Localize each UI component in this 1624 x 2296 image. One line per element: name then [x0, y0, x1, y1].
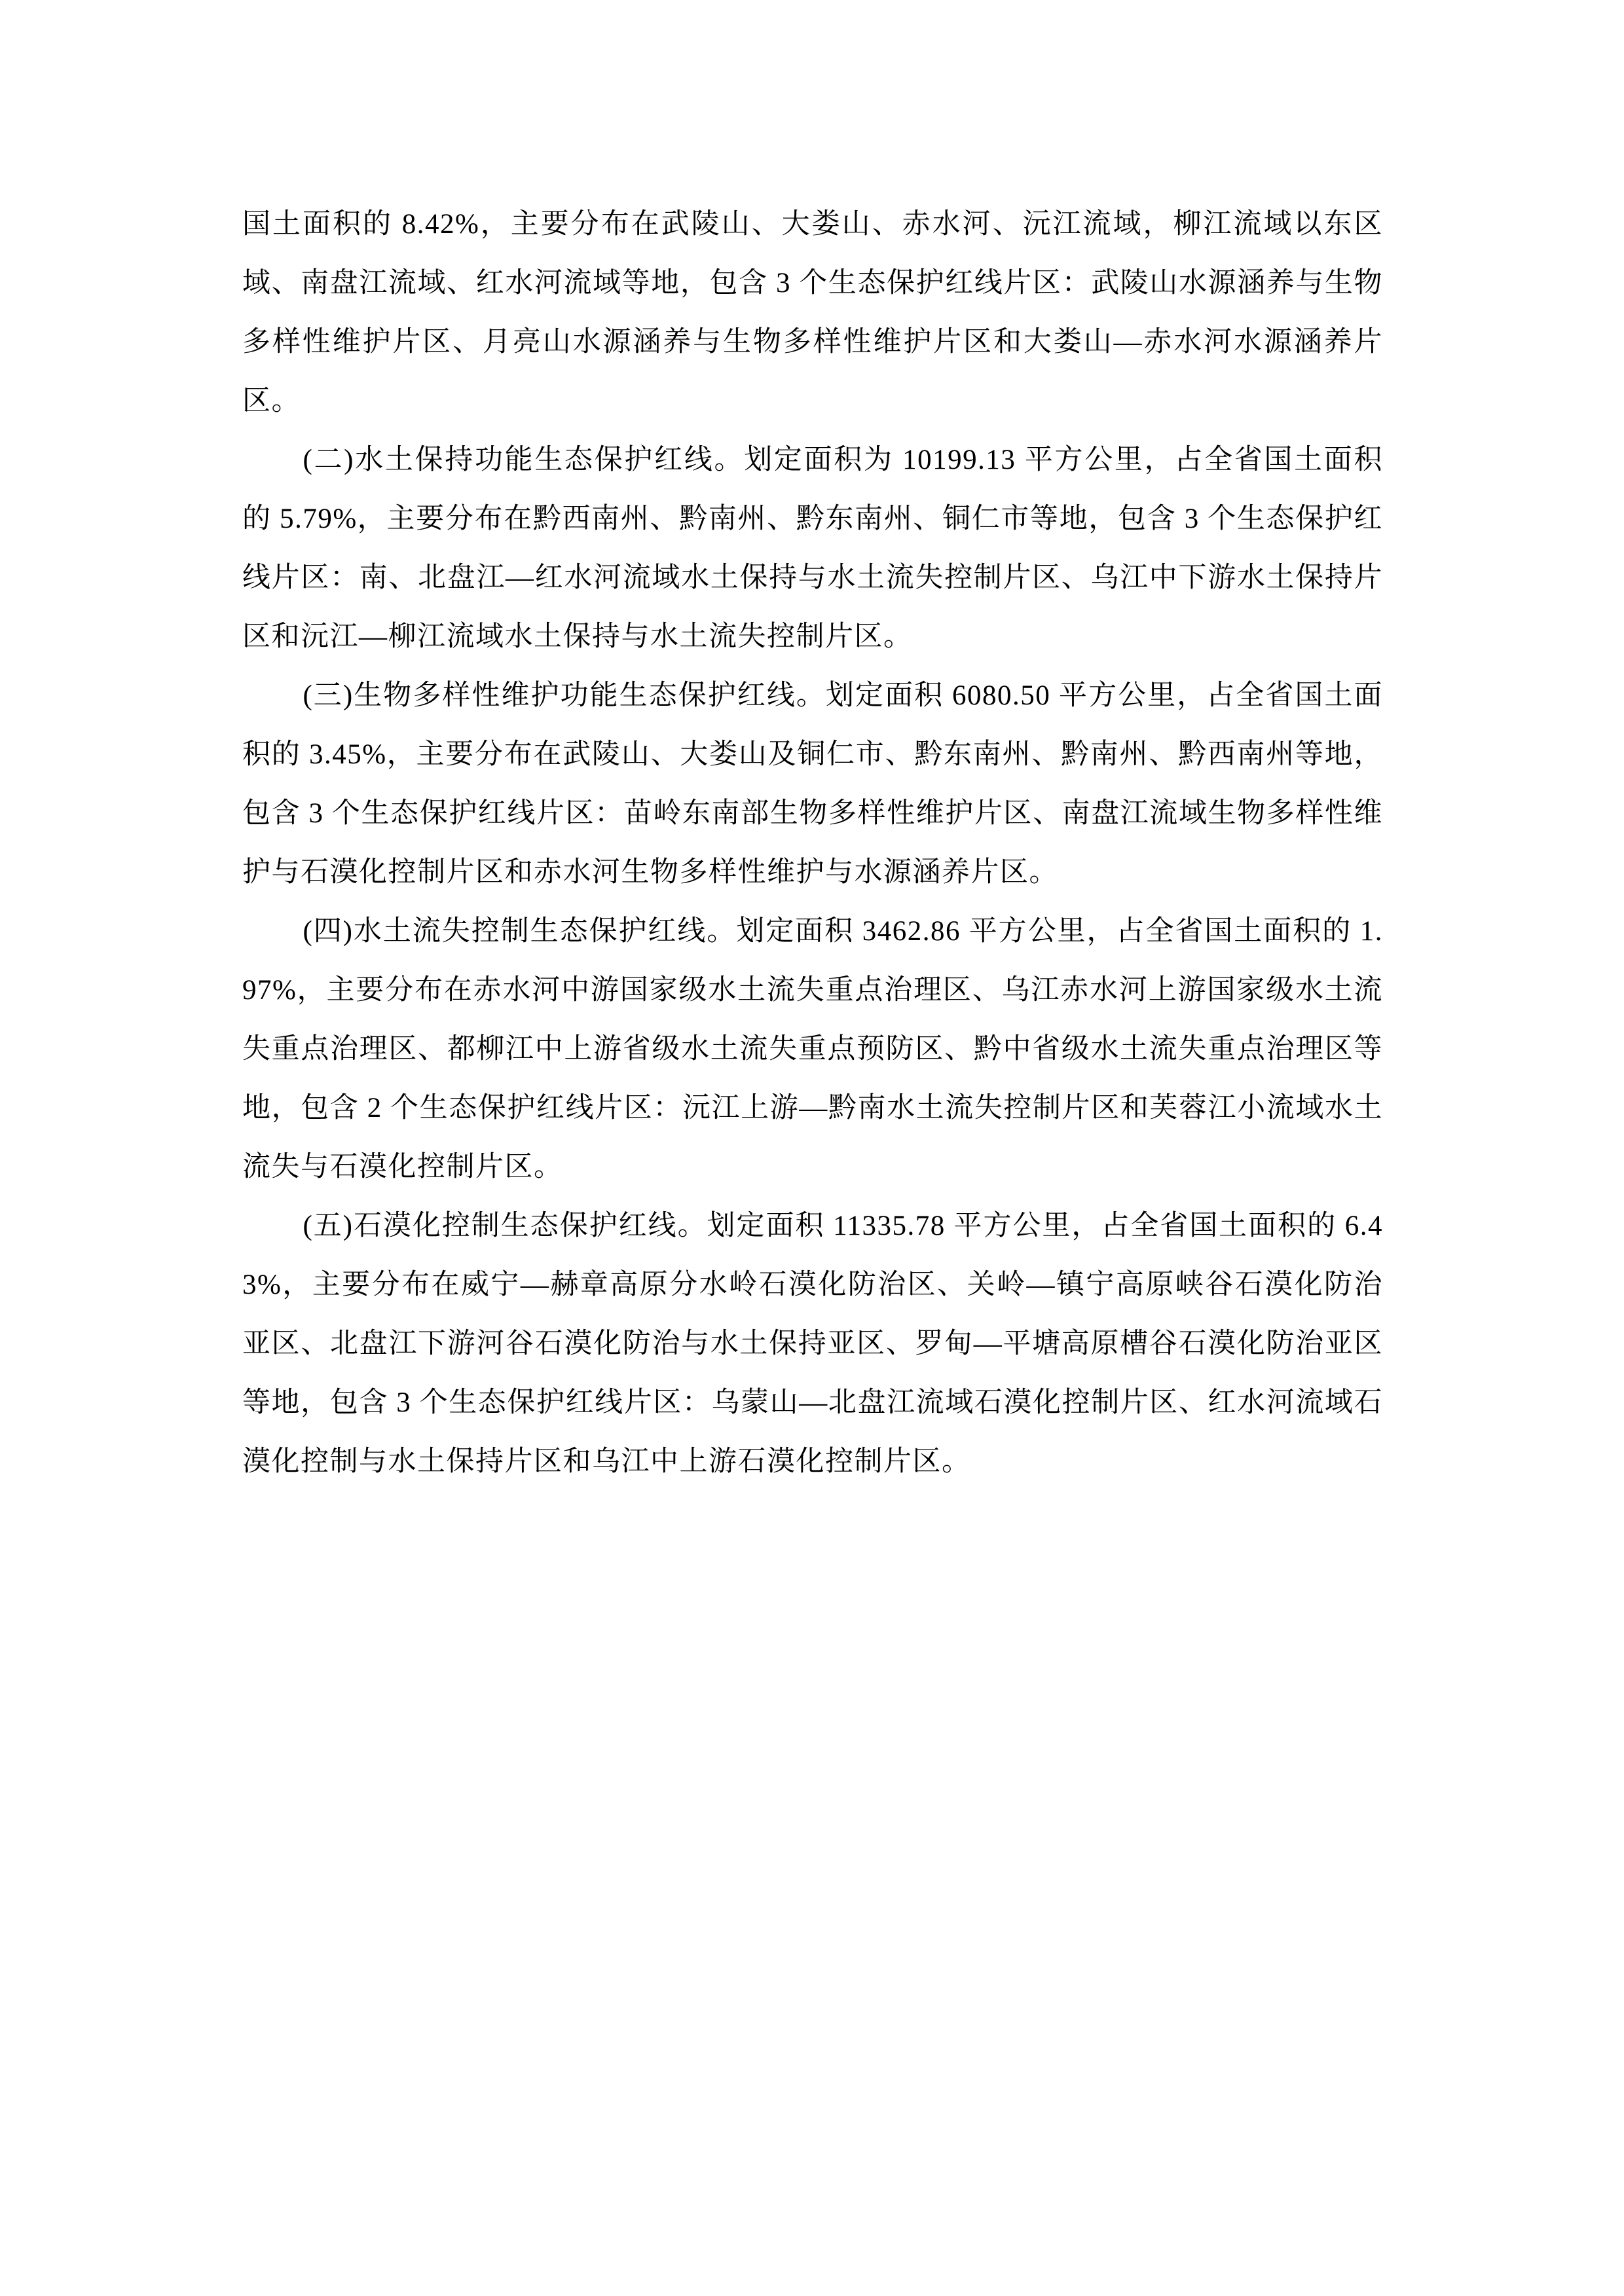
paragraph-soil-water-conservation-redline: (二)水土保持功能生态保护红线。划定面积为 10199.13 平方公里，占全省国土面积的 5.79%，主要分布在黔西南州、黔南州、黔东南州、铜仁市等地，包含 3 个生态保护红线片区：南、北盘江—红水河流域水土保持与水土流失控制片区、乌江中下游水土保持片区和沅江—柳江流域水土保持与水土流失控制片区。	[242, 445, 1383, 652]
text-block	[242, 195, 1383, 1491]
paragraph-biodiversity-redline: (三)生物多样性维护功能生态保护红线。划定面积 6080.50 平方公里，占全省国土面积的 3.45%，主要分布在武陵山、大娄山及铜仁市、黔东南州、黔南州、黔西南州等地，包含 3 个生态保护红线片区：苗岭东南部生物多样性维护片区、南盘江流域生物多样性维护与石漠化控制片区和赤水河生物多样性维护与水源涵养片区。	[242, 680, 1383, 888]
paragraph-water-conservation-continuation: 国土面积的 8.42%，主要分布在武陵山、大娄山、赤水河、沅江流域，柳江流域以东区域、南盘江流域、红水河流域等地，包含 3 个生态保护红线片区：武陵山水源涵养与生物多样性维护片区、月亮山水源涵养与生物多样性维护片区和大娄山—赤水河水源涵养片区。	[242, 209, 1383, 416]
paragraph-soil-erosion-control-redline: (四)水土流失控制生态保护红线。划定面积 3462.86 平方公里，占全省国土面积的 1.97%，主要分布在赤水河中游国家级水土流失重点治理区、乌江赤水河上游国家级水土流失重点治理区、都柳江中上游省级水土流失重点预防区、黔中省级水土流失重点治理区等地，包含 2 个生态保护红线片区：沅江上游—黔南水土流失控制片区和芙蓉江小流域水土流失与石漠化控制片区。	[242, 916, 1383, 1182]
paragraph-rocky-desertification-control-redline: (五)石漠化控制生态保护红线。划定面积 11335.78 平方公里，占全省国土面积的 6.43%，主要分布在威宁—赫章高原分水岭石漠化防治区、关岭—镇宁高原峡谷石漠化防治亚区、北盘江下游河谷石漠化防治与水土保持亚区、罗甸—平塘高原槽谷石漠化防治亚区等地，包含 3 个生态保护红线片区：乌蒙山—北盘江流域石漠化控制片区、红水河流域石漠化控制与水土保持片区和乌江中上游石漠化控制片区。	[242, 1211, 1383, 1477]
